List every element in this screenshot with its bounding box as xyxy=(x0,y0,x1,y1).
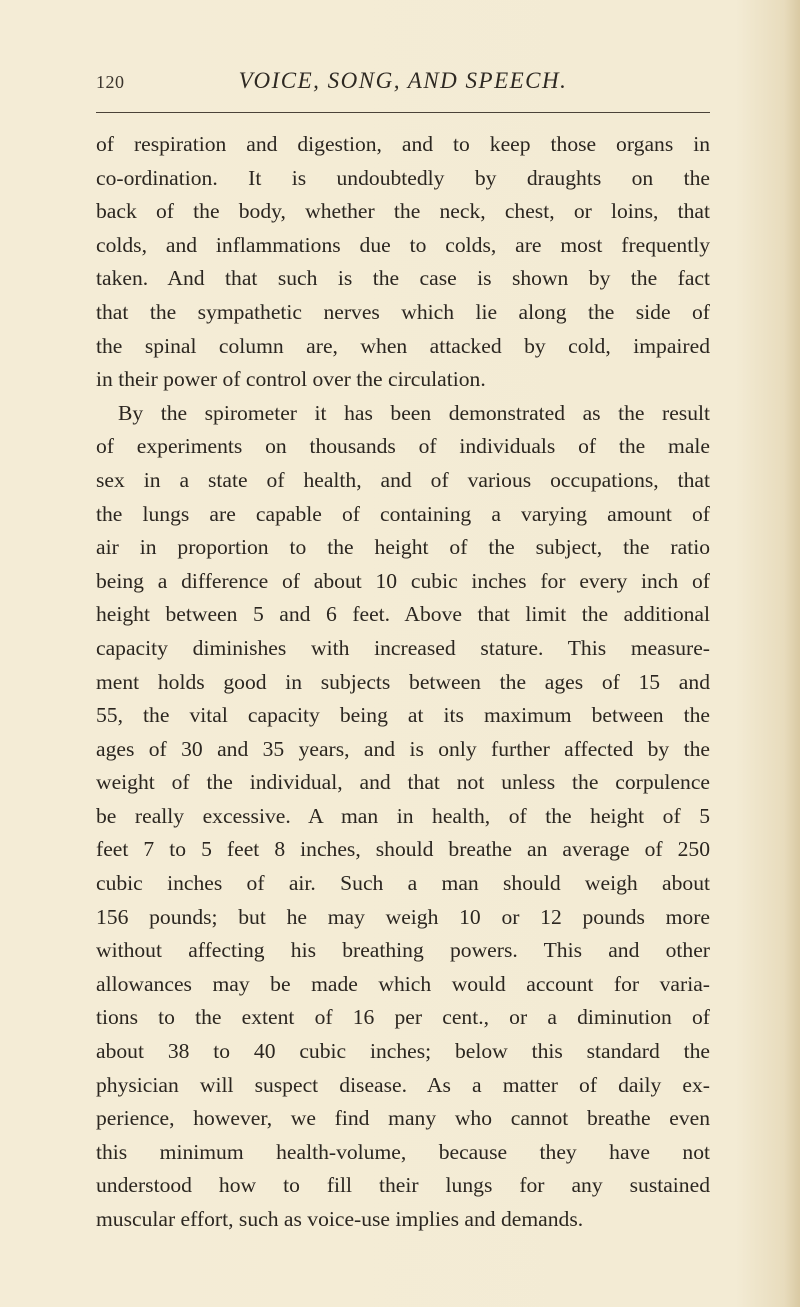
text-line: of experiments on thousands of individuals of the male xyxy=(96,434,710,459)
running-head: VOICE, SONG, AND SPEECH. xyxy=(238,68,568,93)
text-line: feet 7 to 5 feet 8 inches, should breathe an average of 250 xyxy=(96,837,710,862)
text-line: ment holds good in subjects between the ages of 15 and xyxy=(96,669,710,694)
text-line: physician will suspect disease. As a matter of daily ex- xyxy=(96,1072,710,1097)
text-line: being a difference of about 10 cubic inches for every inch of xyxy=(96,568,710,593)
text-line: about 38 to 40 cubic inches; below this standard the xyxy=(96,1039,710,1064)
text-line: co-ordination. It is undoubtedly by draughts on the xyxy=(96,165,710,190)
text-line: that the sympathetic nerves which lie along the side of xyxy=(96,299,710,324)
text-line: allowances may be made which would account for varia- xyxy=(96,971,710,996)
text-line: By the spirometer it has been demonstrated as the result xyxy=(118,400,710,425)
text-line: in their power of control over the circulation. xyxy=(96,367,486,392)
page-number: 120 xyxy=(96,72,125,92)
text-line: the spinal column are, when attacked by cold, impaired xyxy=(96,333,710,358)
text-line: without affecting his breathing powers. This and other xyxy=(96,938,710,963)
text-line: cubic inches of air. Such a man should weigh about xyxy=(96,871,710,896)
body-text xyxy=(96,128,710,1237)
text-line: weight of the individual, and that not unless the corpulence xyxy=(96,770,710,795)
text-line: this minimum health-volume, because they have not xyxy=(96,1139,710,1164)
text-line: muscular effort, such as voice-use implies and demands. xyxy=(96,1207,584,1231)
header-rule xyxy=(96,112,710,113)
text-line: be really excessive. A man in health, of the height of 5 xyxy=(96,803,710,828)
text-line: perience, however, we find many who cannot breathe even xyxy=(96,1106,710,1131)
text-line: ages of 30 and 35 years, and is only further affected by the xyxy=(96,736,710,761)
text-line: air in proportion to the height of the subject, the ratio xyxy=(96,535,710,560)
text-line: taken. And that such is the case is shown by the fact xyxy=(96,266,710,291)
page-header xyxy=(96,68,710,102)
text-line: 156 pounds; but he may weigh 10 or 12 pounds more xyxy=(96,904,710,929)
text-line: colds, and inflammations due to colds, are most frequently xyxy=(96,232,710,257)
text-line: 55, the vital capacity being at its maximum between the xyxy=(96,703,710,728)
text-line: capacity diminishes with increased stature. This measure- xyxy=(96,635,710,660)
text-line: understood how to fill their lungs for any sustained xyxy=(96,1173,710,1198)
text-line: height between 5 and 6 feet. Above that limit the additional xyxy=(96,602,710,627)
text-line: tions to the extent of 16 per cent., or a diminution of xyxy=(96,1005,710,1030)
text-line: of respiration and digestion, and to keep those organs in xyxy=(96,132,710,156)
text-line: back of the body, whether the neck, chest, or loins, that xyxy=(96,199,710,224)
text-line: sex in a state of health, and of various occupations, that xyxy=(96,467,710,492)
text-line: the lungs are capable of containing a varying amount of xyxy=(96,501,710,526)
